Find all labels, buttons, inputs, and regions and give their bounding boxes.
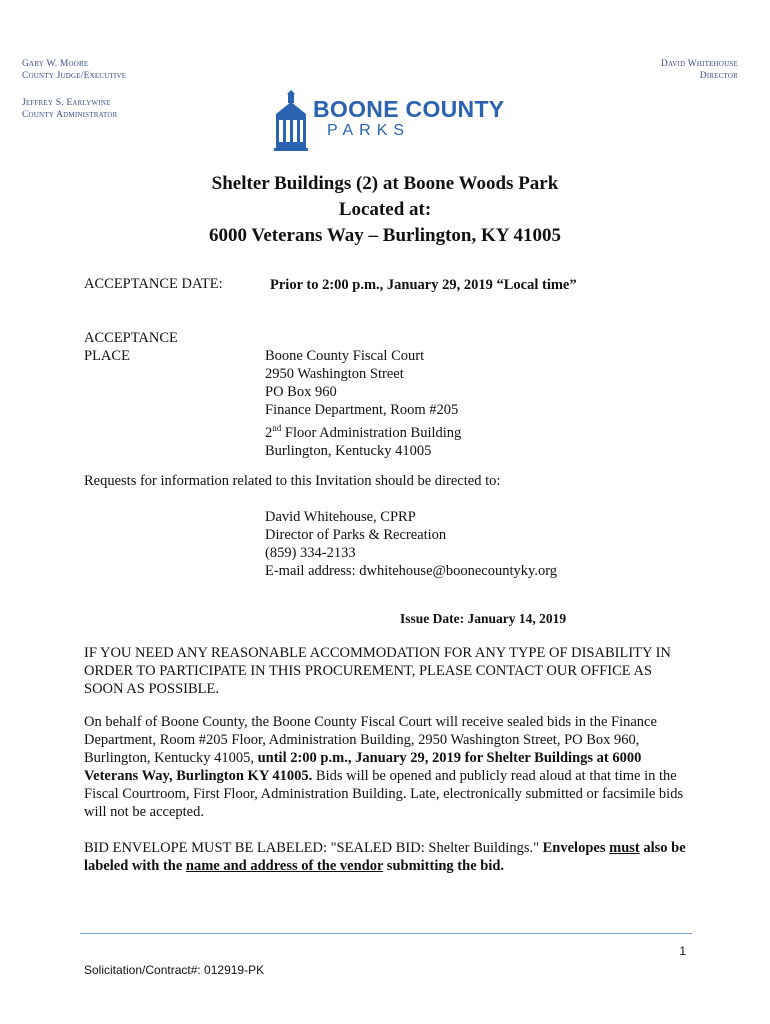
title-line2: Located at: [338, 199, 432, 220]
admin-role: County Administrator [22, 110, 118, 120]
footer-divider [80, 933, 692, 934]
floor-number: 2 [265, 424, 273, 441]
address-line: 2950 Washington Street [265, 366, 404, 382]
envelope-part1: BID ENVELOPE MUST BE LABELED: "SEALED BID: Shelter Buildings." [84, 840, 543, 856]
title-line1: Shelter Buildings (2) at Boone Woods Park [211, 173, 559, 194]
acceptance-date-label: ACCEPTANCE DATE: [84, 276, 223, 292]
director-block [661, 58, 738, 82]
address-line: PO Box 960 [265, 384, 337, 400]
envelope-bold2: also be labeled with the [84, 840, 686, 874]
acceptance-place-label-1: ACCEPTANCE [84, 330, 178, 346]
admin-name: Jeffrey S. Earlywine [22, 98, 111, 108]
contact-block [265, 508, 557, 580]
address-floor-line [265, 419, 461, 442]
address-city: Burlington, Kentucky 41005 [265, 442, 432, 459]
judge-name: Gary W. Moore [22, 59, 89, 69]
contact-title: Director of Parks & Recreation [265, 527, 447, 543]
director-name: David Whitehouse [660, 59, 738, 69]
issue-date: Issue Date: January 14, 2019 [400, 611, 567, 626]
acceptance-date-value: Prior to 2:00 p.m., January 29, 2019 “Local time” [270, 277, 577, 293]
county-admin-block [22, 97, 118, 121]
director-role: Director [699, 71, 738, 81]
address-line: Boone County Fiscal Court [265, 348, 425, 364]
requests-intro: Requests for information related to this Invitation should be directed to: [84, 473, 501, 489]
contact-phone: (859) 334-2133 [265, 545, 356, 561]
judge-role: County Judge/Executive [22, 71, 127, 81]
courthouse-icon [273, 90, 309, 152]
acceptance-place-label [84, 329, 178, 365]
acceptance-place-address [265, 347, 461, 460]
floor-ordinal: nd [272, 423, 282, 433]
document-title [0, 171, 770, 249]
boone-county-parks-logo [273, 88, 513, 154]
logo-line1: BOONE COUNTY [313, 96, 505, 122]
title-line3: 6000 Veterans Way – Burlington, KY 41005 [208, 225, 562, 246]
envelope-bold3: submitting the bid. [383, 858, 505, 874]
contact-name: David Whitehouse, CPRP [265, 509, 416, 525]
address-line: Finance Department, Room #205 [265, 402, 459, 418]
contact-email: E-mail address: dwhitehouse@boonecountyky.org [265, 563, 558, 579]
page-number: 1 [679, 944, 686, 958]
county-judge-block [22, 58, 126, 82]
envelope-paragraph [84, 839, 689, 875]
envelope-bold1: Envelopes [542, 840, 610, 856]
bid-instructions-deadline: until 2:00 p.m., January 29, 2019 for Shelter Buildings at 6000 Veterans Way, Burlington KY 41005. [84, 750, 642, 784]
bid-instructions-part1: On behalf of Boone County, the Boone County Fiscal Court will receive sealed bids in the Finance Department, Room #205 Floor, Administration Building, 2950 Washington Street, PO Box 960, Burlington, Kentucky 41005, [84, 714, 657, 766]
envelope-name-address: name and address of the vendor [185, 858, 384, 874]
logo-line2: PARKS [327, 122, 411, 139]
bid-instructions-paragraph [84, 713, 689, 821]
floor-rest: Floor Administration Building [281, 424, 462, 441]
bid-instructions-part2: Bids will be opened and publicly read aloud at that time in the Fiscal Courtroom, First Floor, Administration Building. Late, electronically submitted or facsimile bids will not be accepted. [84, 768, 684, 820]
acceptance-place-label-2: PLACE [84, 348, 130, 364]
envelope-must: must [609, 840, 640, 856]
accommodation-notice: IF YOU NEED ANY REASONABLE ACCOMMODATION FOR ANY TYPE OF DISABILITY IN ORDER TO PARTICIPATE IN THIS PROCUREMENT, PLEASE CONTACT OUR OFFICE AS SOON AS POSSIBLE. [84, 645, 671, 697]
solicitation-number: Solicitation/Contract#: 012919-PK [84, 963, 265, 977]
